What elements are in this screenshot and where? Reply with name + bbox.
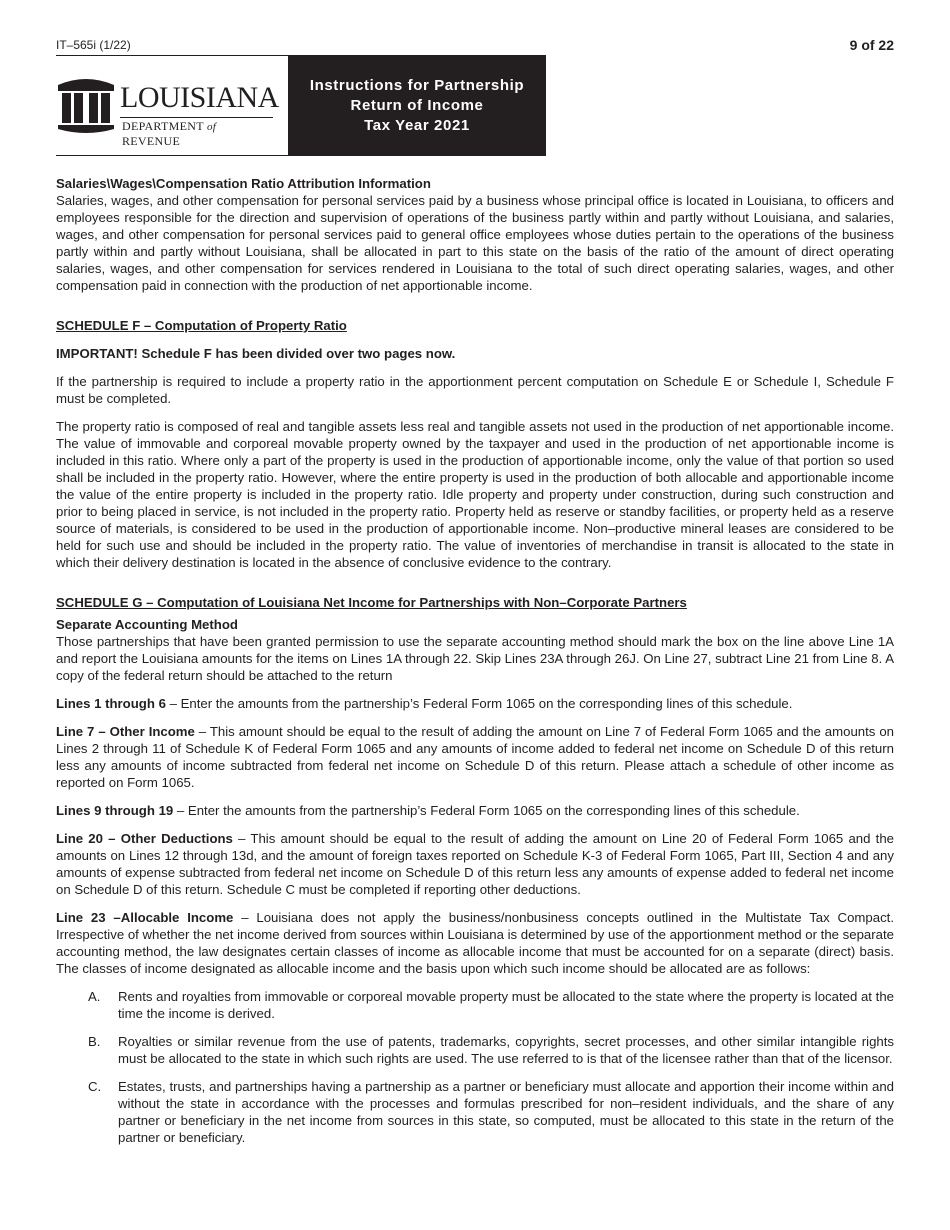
line-7-paragraph (56, 723, 894, 791)
title-line-2: Return of Income (350, 96, 484, 114)
lines-1-6-text: – Enter the amounts from the partnership’s Federal Form 1065 on the corresponding lines of this schedule. (165, 696, 793, 711)
form-id: IT–565i (1/22) (56, 38, 131, 52)
list-item (56, 988, 894, 1022)
lines-9-19-paragraph (56, 802, 894, 819)
list-item (56, 1078, 894, 1146)
line-23-paragraph (56, 909, 894, 977)
salaries-heading: Salaries\Wages\Compensation Ratio Attribution Information (56, 176, 431, 191)
separate-accounting-heading: Separate Accounting Method (56, 617, 238, 632)
list-item-letter: C. (88, 1079, 102, 1094)
list-item-text: Rents and royalties from immovable or corporeal movable property must be allocated to the state where the property is located at the time the income is derived. (118, 989, 894, 1021)
allocable-income-list (56, 988, 894, 1146)
lines-1-6-paragraph (56, 695, 894, 712)
line-23-label: Line 23 –Allocable Income (56, 910, 234, 925)
schedule-g-heading: SCHEDULE G – Computation of Louisiana Net Income for Partnerships with Non–Corporate Partners (56, 595, 687, 610)
schedule-f-para-1: If the partnership is required to include a property ratio in the apportionment percent computation on Schedule E or Schedule I, Schedule F must be completed. (56, 374, 894, 406)
list-item-text: Estates, trusts, and partnerships having a partnership as a partner or beneficiary must allocate and apportion their income within and without the state in accordance with the processes and formulas prescribed for non–resident individuals, and the share of any partner or beneficiary in the net income from sources in this state, so computed, must be allocated to this state in the return of the partner or beneficiary. (118, 1079, 894, 1145)
document-header (56, 55, 546, 156)
schedule-f-para-2: The property ratio is composed of real and tangible assets less real and tangible assets not used in the production of net apportionable income. The value of immovable and corporeal movable property owned by the taxpayer and used in the production of net apportionable income is included in this ratio. Where only a part of the property is used in the production of apportionable income, only the value of that portion so used shall be included in the property ratio. However, where the entire property is used in the production of both allocable and apportionable income the value of the entire property is included in the property ratio. Idle property and property under construction, during such construction and prior to being placed in service, is not included in the property ratio. Property held as reserve or standby facilities, or property held as a reserve source of materials, is considered to be used in the production of apportionable income. Non–productive mineral leases are considered to be held for such use and should be included in the property ratio. The value of inventories of merchandise in transit is allocated to the state in which their delivery destination is located in the absence of conclusive evidence to the contrary. (56, 419, 894, 570)
line-20-label: Line 20 – Other Deductions (56, 831, 233, 846)
schedule-f-important: IMPORTANT! Schedule F has been divided over two pages now. (56, 346, 456, 361)
header-rule-bottom (56, 155, 288, 156)
salaries-body: Salaries, wages, and other compensation for personal services paid by a business whose principal office is located in Louisiana, to officers and employees responsible for the direction and supervision of operations of the business partly within and partly without Louisiana, and salaries, wages, and other compensation for personal services paid to general office employees whose duties pertain to the operations of the business partly within and partly without Louisiana, shall be allocated in part to this state on the basis of the ratio of the amount of direct operating salaries, wages, and other compensation for services rendered in Louisiana to the total of such direct operating salaries, wages, and other compensation paid in connection with the production of net apportionable income. (56, 193, 894, 293)
header-rule-top (56, 55, 288, 56)
title-box (288, 55, 546, 156)
title-line-1: Instructions for Partnership (309, 76, 525, 94)
logo-department: DEPARTMENT of REVENUE (122, 119, 217, 148)
list-item-text: Royalties or similar revenue from the use of patents, trademarks, copyrights, secret processes, and other similar intangible rights must be allocated to the state in which such rights are used. The use referred to is that of the licensee rather than that of the licensor. (118, 1034, 894, 1066)
lines-9-19-text: – Enter the amounts from the partnership’s Federal Form 1065 on the corresponding lines of this schedule. (173, 803, 800, 818)
line-7-text: – This amount should be equal to the result of adding the amount on Line 7 of Federal Form 1065 and the amounts on Lines 2 through 11 of Schedule K of Federal Form 1065 and any amounts of income added to federal net income on Schedule D of this return less any amounts of income subtracted from federal net income on Schedule D of this return. Please attach a schedule of other income as reported on Form 1065. (56, 724, 894, 790)
lines-1-6-label: Lines 1 through 6 (56, 696, 166, 711)
lines-9-19-label: Lines 9 through 19 (56, 803, 174, 818)
page-body (56, 175, 894, 1157)
separate-accounting-body: Those partnerships that have been granted permission to use the separate accounting method should mark the box on the line above Line 1A and report the Louisiana amounts for the items on Lines 1A through 22. Skip Lines 23A through 26J. On Line 27, subtract Line 21 from Line 8. A copy of the federal return should be attached to the return (56, 634, 894, 683)
line-7-label: Line 7 – Other Income (56, 724, 195, 739)
line-20-text: – This amount should be equal to the result of adding the amount on Line 20 of Federal Form 1065 and the amounts on Lines 12 through 13d, and the amount of foreign taxes reported on Schedule K-3 of Federal Form 1065, Part III, Section 4 and any amounts of expense subtracted from federal net income on Schedule D of this return less any amounts of expense added to federal net income on Schedule D of this return. Schedule C must be completed if reporting other deductions. (56, 831, 894, 897)
logo-divider (120, 117, 273, 118)
louisiana-revenue-logo (56, 75, 279, 148)
list-item-letter: B. (88, 1034, 101, 1049)
pillars-icon (56, 75, 116, 135)
list-item (56, 1033, 894, 1067)
logo-wordmark: LOUISIANA (120, 81, 279, 114)
title-line-3: Tax Year 2021 (364, 116, 470, 134)
line-23-text: – Louisiana does not apply the business/nonbusiness concepts outlined in the Multistate Tax Compact. Irrespective of whether the net income derived from sources within Louisiana is determined by use of the apportionment method or the separate accounting method, the law designates certain classes of income as allocable income that must be accounted for on a separate (direct) basis. The classes of income designated as allocable income and the basis upon which such income should be allocated are as follows: (56, 910, 894, 976)
page-number: 9 of 22 (849, 37, 894, 53)
line-20-paragraph (56, 830, 894, 898)
list-item-letter: A. (88, 989, 101, 1004)
schedule-f-heading: SCHEDULE F – Computation of Property Ratio (56, 318, 347, 333)
